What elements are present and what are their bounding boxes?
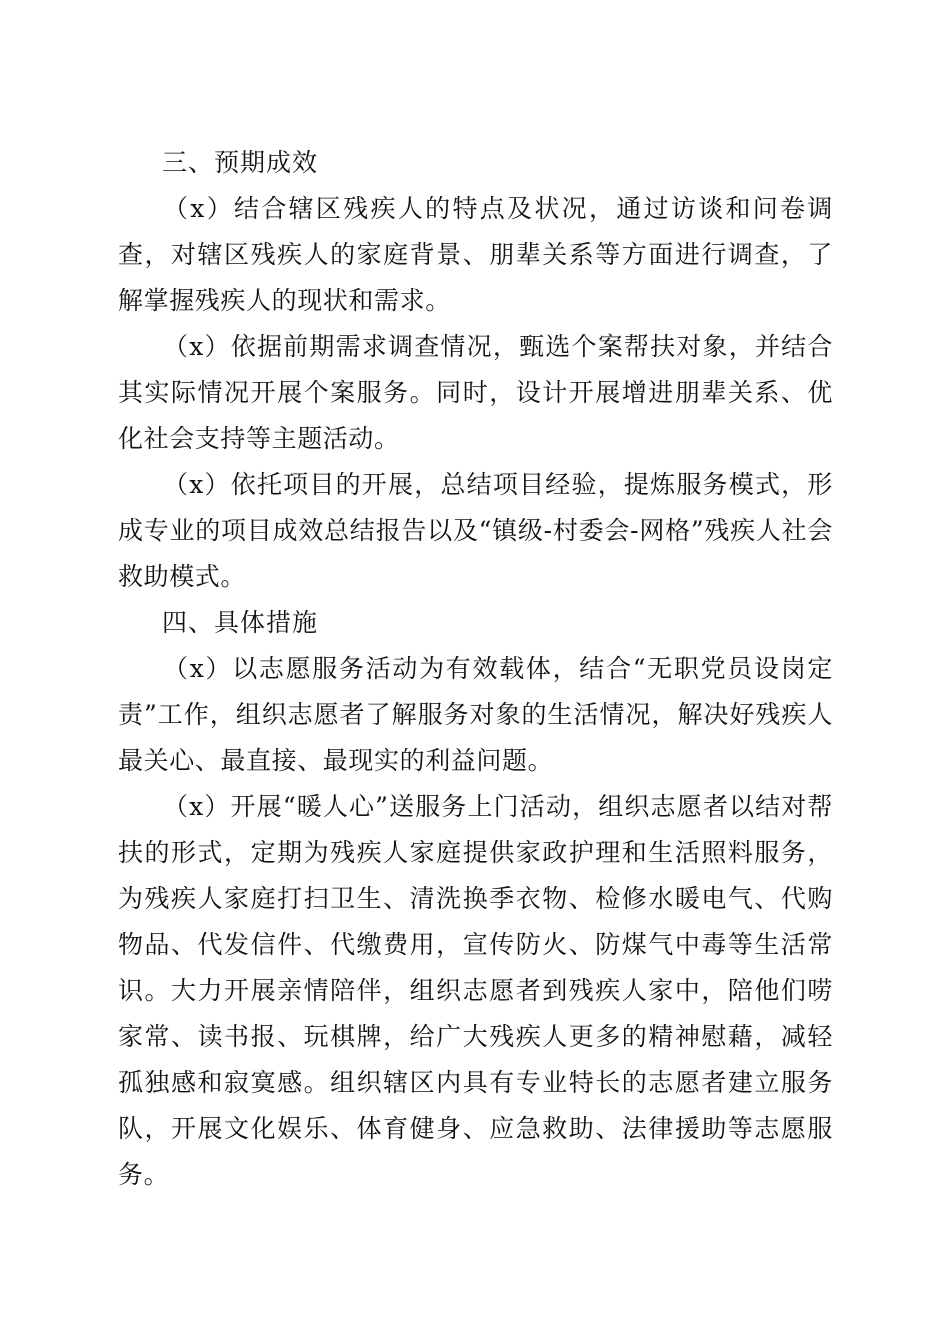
- paragraph: （x）依据前期需求调查情况，甄选个案帮扶对象，并结合其实际情况开展个案服务。同时，设计开展增进朋辈关系、优化社会支持等主题活动。: [118, 332, 833, 453]
- paragraph: （x）结合辖区残疾人的特点及状况，通过访谈和问卷调查，对辖区残疾人的家庭背景、朋辈关系等方面进行调查，了解掌握残疾人的现状和需求。: [118, 194, 833, 315]
- paragraph: （x）开展“暖人心”送服务上门活动，组织志愿者以结对帮扶的形式，定期为残疾人家庭提供家政护理和生活照料服务，为残疾人家庭打扫卫生、清洗换季衣物、检修水暖电气、代购物品、代发信件、代缴费用，宣传防火、防煤气中毒等生活常识。大力开展亲情陪伴，组织志愿者到残疾人家中，陪他们唠家常、读书报、玩棋牌，给广大残疾人更多的精神慰藉，减轻孤独感和寂寞感。组织辖区内具有专业特长的志愿者建立服务队，开展文化娱乐、体育健身、应急救助、法律援助等志愿服务。: [118, 792, 833, 1189]
- section-heading-expected-results: 三、预期成效: [162, 148, 319, 177]
- paragraph: （x）以志愿服务活动为有效载体，结合“无职党员设岗定责”工作，组织志愿者了解服务对象的生活情况，解决好残疾人最关心、最直接、最现实的利益问题。: [118, 654, 833, 775]
- section-heading-specific-measures: 四、具体措施: [162, 608, 319, 637]
- document-page: [118, 140, 833, 1198]
- paragraph: （x）依托项目的开展，总结项目经验，提炼服务模式，形成专业的项目成效总结报告以及“镇级-村委会-网格”残疾人社会救助模式。: [118, 470, 833, 591]
